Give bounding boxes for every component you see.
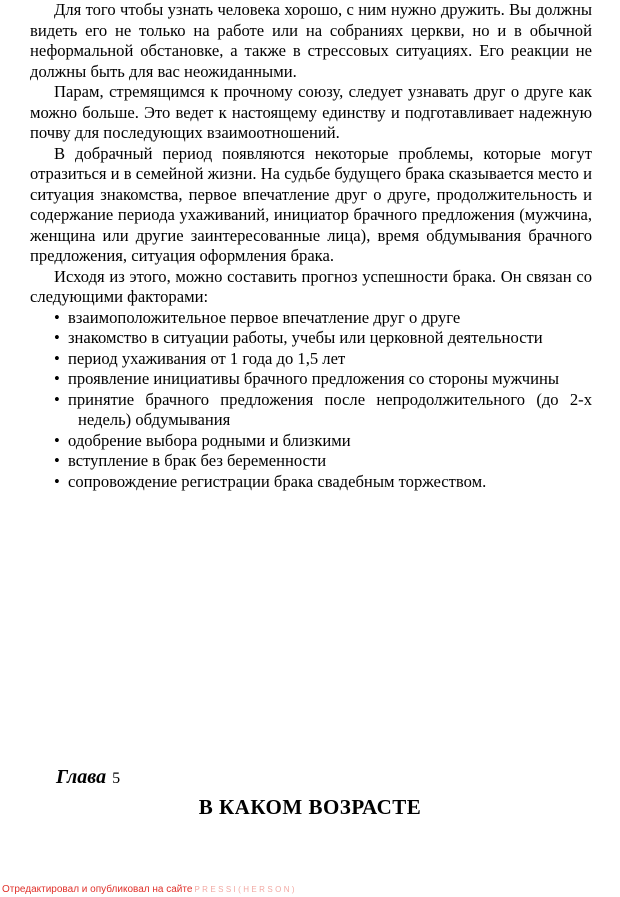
footer-credit: [2, 884, 297, 895]
list-item-text: вступление в брак без беременности: [68, 451, 327, 470]
paragraph: Для того чтобы узнать человека хорошо, с ним нужно дружить. Вы должны видеть его не только на работе или на собраниях церкви, но и в обычной неформальной обстановке, а также в стрессовых ситуациях. Его реакции не должны быть для вас неожиданными.: [30, 0, 592, 81]
list-item-text: одобрение выбора родными и близкими: [68, 430, 351, 450]
footer-text: Отредактировал и опубликовал на сайте: [2, 884, 193, 895]
paragraph: В добрачный период появляются некоторые проблемы, которые могут отразиться и в семейной жизни. На судьбе будущего брака сказывается место и ситуация знакомства, первое впечатление друг о друге, продолжительность и содержание периода ухаживаний, инициатор брачного предложения (мужчина, женщина или другие заинтересованные лица), время обдумывания брачного предложения, ситуация оформления брака.: [30, 143, 592, 265]
list-item: [54, 349, 592, 370]
bullet-icon: •: [54, 369, 60, 388]
paragraph: Исходя из этого, можно составить прогноз успешности брака. Он связан со следующими факторами:: [30, 266, 592, 306]
chapter-label: [56, 766, 120, 789]
list-item: [54, 451, 592, 472]
list-item-text: принятие брачного предложения после непродолжительного (до 2-х недель) обдумывания: [68, 389, 592, 429]
bullet-icon: •: [54, 307, 60, 327]
paragraph: Парам, стремящимся к прочному союзу, следует узнавать друг о друге как можно больше. Это ведет к настоящему единству и подготавливает надежную почву для последующих взаимоотношений.: [30, 82, 592, 142]
chapter-title: В КАКОМ ВОЗРАСТЕ: [198, 795, 422, 819]
chapter-number: 5: [112, 770, 121, 787]
list-item: [54, 472, 592, 493]
list-item-text: период ухаживания от 1 года до 1,5 лет: [68, 348, 346, 368]
bullet-icon: •: [54, 348, 60, 368]
bullet-icon: •: [54, 451, 60, 470]
list-item-text: взаимоположительное первое впечатление друг о друге: [68, 307, 461, 327]
list-item: [54, 328, 592, 349]
bullet-icon: •: [54, 471, 60, 491]
list-item: [54, 390, 592, 431]
list-item-text: сопровождение регистрации брака свадебным торжеством.: [68, 471, 487, 491]
factor-list: [30, 308, 592, 493]
bullet-icon: •: [54, 389, 60, 409]
list-item-text: знакомство в ситуации работы, учебы или церковной деятельности: [68, 328, 543, 347]
list-item: [54, 431, 592, 452]
list-item: [54, 369, 592, 390]
bullet-icon: •: [54, 430, 60, 450]
chapter-word: Глава: [56, 766, 107, 788]
bullet-icon: •: [54, 328, 60, 347]
page-body: [30, 0, 592, 492]
footer-site-link[interactable]: PRESSI(HERSON): [194, 885, 297, 894]
list-item: [54, 308, 592, 329]
list-item-text: проявление инициативы брачного предложения со стороны мужчины: [68, 369, 559, 388]
